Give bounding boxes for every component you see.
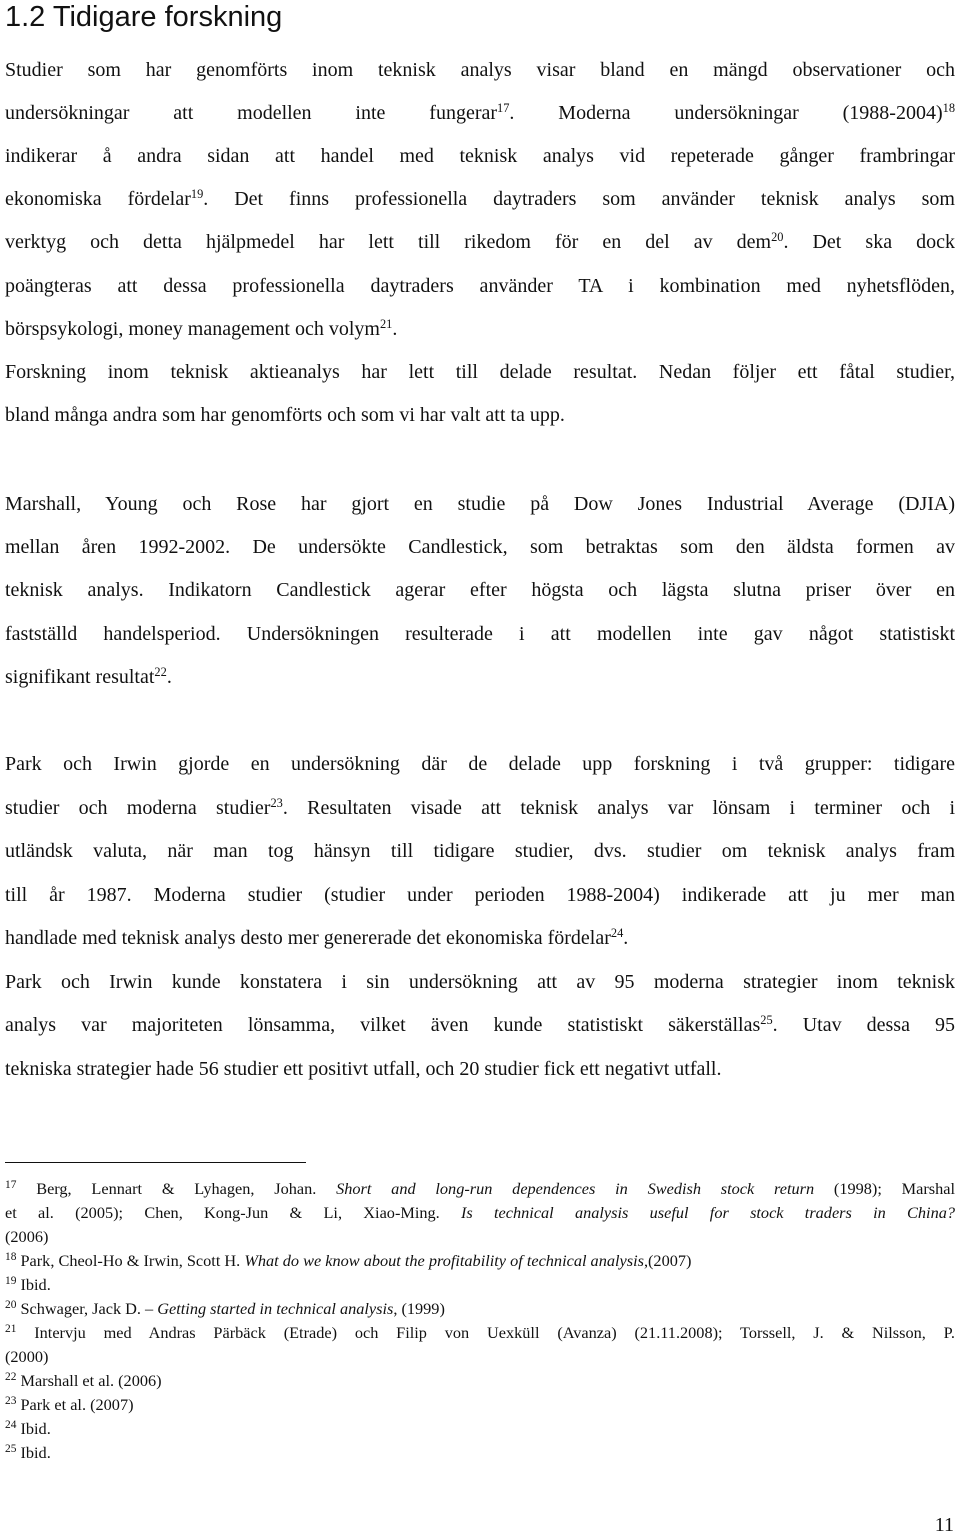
text-line: indikerar å andra sidan att handel med teknisk analys vid repeterade gånger frambringar [5,145,955,167]
footnote-17-cont: et al. (2005); Chen, Kong-Jun & Li, Xiao-Ming. Is technical analysis useful for stock traders in China? [5,1203,955,1222]
text-line: mellan åren 1992-2002. De undersökte Candlestick, som betraktas som den äldsta formen av [5,536,955,558]
text-line: Park och Irwin gjorde en undersökning där de delade upp forskning i två grupper: tidigare [5,753,955,775]
footnote-24: $^{24}$ Ibid. [5,1418,51,1438]
footnote-20: $^{20}$ Schwager, Jack D. – Getting started in technical analysis, (1999) [5,1298,445,1318]
text-line: undersökningar att modellen inte fungerar$^{17}$. Moderna undersökningar (1988-2004)$^{18}$ [5,101,956,124]
section-heading: 1.2 Tidigare forskning [5,1,283,33]
footnote-ref[interactable]: 24 [610,926,624,941]
footnote-ref[interactable]: 23 [270,796,283,811]
footnote-17-cont: (2006) [5,1227,49,1246]
text-line: till år 1987. Moderna studier (studier under perioden 1988-2004) indikerade att ju mer man [5,884,955,906]
footnote-22: $^{22}$ Marshall et al. (2006) [5,1370,162,1390]
text-line: Park och Irwin kunde konstatera i sin undersökning att av 95 moderna strategier inom teknisk [5,971,955,993]
text-line: börspsykologi, money management och volym$^{21}$. [5,317,398,340]
text-line: handlade med teknisk analys desto mer genererade det ekonomiska fördelar$^{24}$. [5,926,629,949]
footnote-23: $^{23}$ Park et al. (2007) [5,1394,134,1414]
text-line: analys var majoriteten lönsamma, vilket även kunde statistiskt säkerställas$^{25}$. Utav dessa 95 [5,1013,956,1036]
text-line: Marshall, Young och Rose har gjort en studie på Dow Jones Industrial Average (DJIA) [5,493,955,515]
page-number: 11 [934,1514,954,1536]
footnote-18: $^{18}$ Park, Cheol-Ho & Irwin, Scott H. What do we know about the profitability of technical analysis,(2007) [5,1250,692,1270]
text-line: bland många andra som har genomförts och som vi har valt att ta upp. [5,404,565,426]
footnote-separator [5,1162,306,1163]
text-line: Studier som har genomförts inom teknisk analys visar bland en mängd observationer och [5,59,955,81]
footnote-ref[interactable]: 19 [190,187,204,202]
footnote-25: $^{25}$ Ibid. [5,1442,51,1462]
text-line: Forskning inom teknisk aktieanalys har lett till delade resultat. Nedan följer ett fåtal studier, [5,361,955,383]
footnote-ref[interactable]: 22 [154,665,167,680]
footnote-21-cont: (2000) [5,1347,49,1366]
footnote-ref[interactable]: 17 [497,101,510,116]
footnote-ref[interactable]: 21 [379,317,393,332]
footnote-ref[interactable]: 18 [942,101,956,116]
text-line: utländsk valuta, när man tog hänsyn till tidigare studier, dvs. studier om teknisk analys fram [5,840,955,862]
text-line: studier och moderna studier$^{23}$. Resultaten visade att teknisk analys var lönsam i terminer och i [5,796,956,819]
text-line: ekonomiska fördelar$^{19}$. Det finns professionella daytraders som använder teknisk analys som [5,187,955,210]
text-line: tekniska strategier hade 56 studier ett positivt utfall, och 20 studier fick ett negativt utfall. [5,1058,722,1080]
text-line: fastställd handelsperiod. Undersökningen resulterade i att modellen inte gav något statistiskt [5,623,955,645]
footnote-19: $^{19}$ Ibid. [5,1274,51,1294]
text-line: teknisk analys. Indikatorn Candlestick agerar efter högsta och lägsta slutna priser över en [5,579,955,601]
footnote-ref[interactable]: 25 [760,1013,773,1028]
footnote-ref[interactable]: 20 [771,230,784,245]
text-line: poängteras att dessa professionella daytraders använder TA i kombination med nyhetsflöden, [5,275,955,297]
footnote-21: $^{21}$ Intervju med Andras Pärbäck (Etrade) och Filip von Uexküll (Avanza) (21.11.2008); Torssell, J. & Nilsson, P. [5,1322,955,1342]
footnote-17: $^{17}$ Berg, Lennart & Lyhagen, Johan. Short and long-run dependences in Swedish stock return (1998); Marshal [5,1178,956,1198]
text-line: verktyg och detta hjälpmedel har lett till rikedom för en del av dem$^{20}$. Det ska dock [5,230,955,253]
text-line: signifikant resultat$^{22}$. [5,665,172,688]
